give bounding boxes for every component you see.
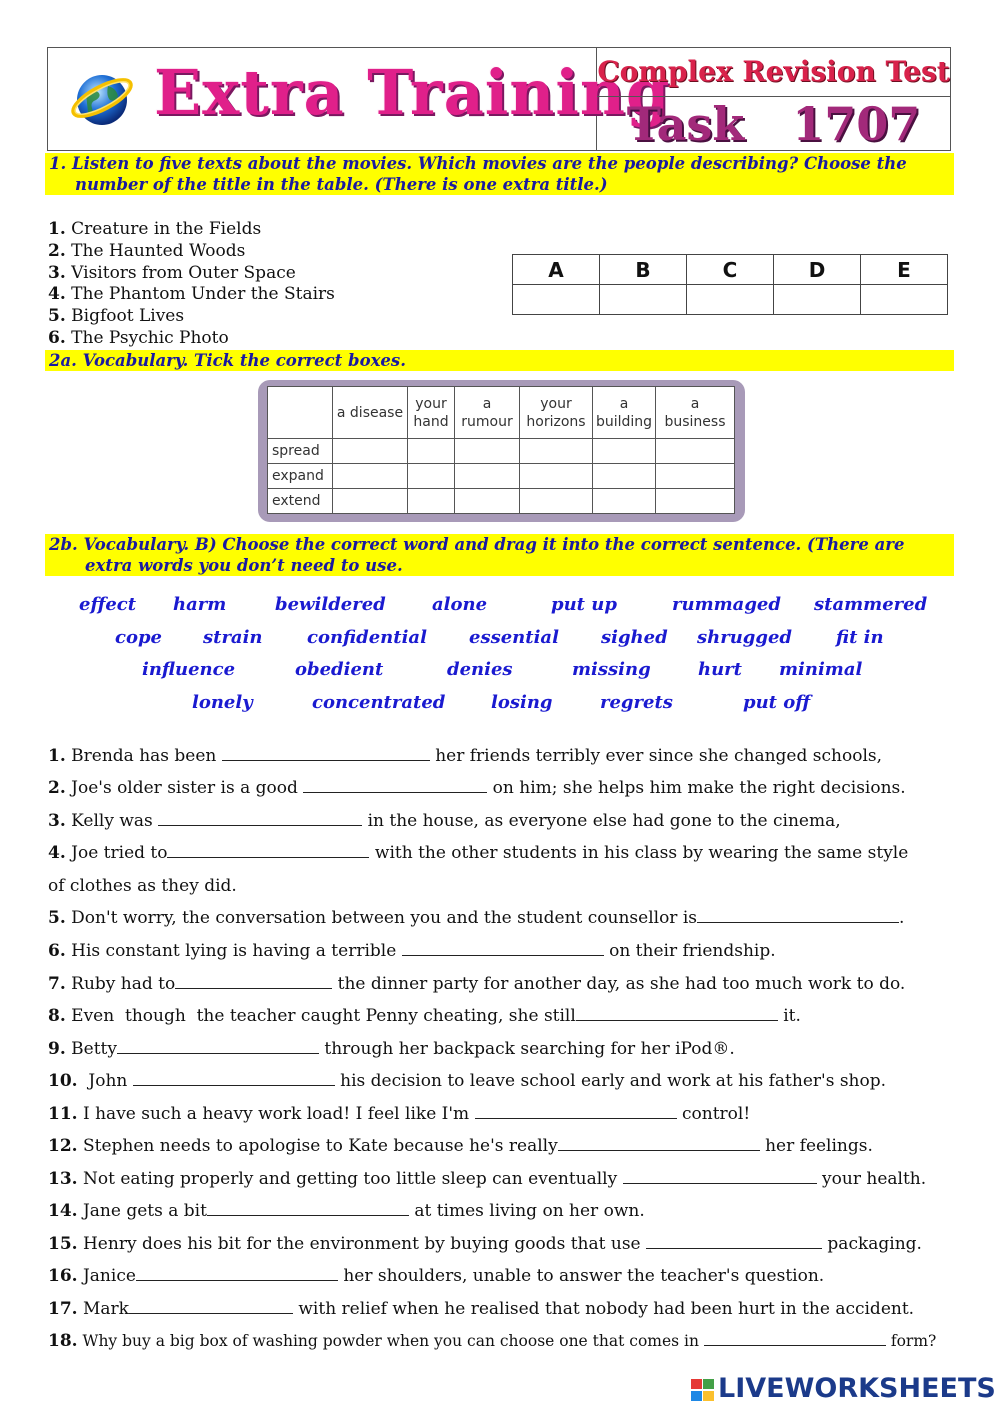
vocab-row-label: spread (268, 439, 333, 464)
word-chip[interactable]: cope (115, 627, 163, 648)
sentence-row: 4. Joe tried to with the other students in his class by wearing the same style (48, 843, 909, 863)
sentence-row: 17. Mark with relief when he realised that nobody had been hurt in the accident. (48, 1299, 915, 1319)
section1-instruction (45, 153, 954, 195)
word-chip[interactable]: minimal (779, 659, 863, 680)
answer-cell-d[interactable] (774, 285, 861, 315)
vocab-col-header: a building (593, 387, 656, 439)
sentence-row: 16. Janice her shoulders, unable to answer the teacher's question. (48, 1266, 825, 1286)
answer-blank[interactable] (697, 908, 899, 923)
tick-box[interactable] (333, 489, 408, 514)
word-chip[interactable]: stammered (814, 594, 928, 615)
word-chip[interactable]: strain (203, 627, 263, 648)
section1-instruction-line1: 1. Listen to five texts about the movies. Which movies are the people describing? Choose the (49, 154, 907, 173)
vocab-col-header: a disease (333, 387, 408, 439)
globe-icon (68, 64, 136, 132)
word-chip[interactable]: fit in (836, 627, 884, 648)
sentence-row: 5. Don't worry, the conversation between you and the student counsellor is . (48, 908, 905, 928)
word-chip[interactable]: confidential (307, 627, 427, 648)
sentence-row: 15. Henry does his bit for the environment by buying goods that use packaging. (48, 1234, 922, 1254)
liveworksheets-logo-icon (690, 1377, 716, 1403)
word-chip[interactable]: lonely (192, 692, 253, 713)
sentence-row: 1. Brenda has been her friends terribly ever since she changed schools, (48, 746, 883, 766)
answer-blank[interactable] (207, 1201, 409, 1216)
sentence-row: 2. Joe's older sister is a good on him; she helps him make the right decisions. (48, 778, 906, 798)
list-item: 3. Visitors from Outer Space (48, 262, 296, 283)
section1-instruction-line2: number of the title in the table. (There is one extra title.) (75, 175, 608, 194)
answer-header-c: C (687, 255, 774, 285)
tick-box[interactable] (408, 489, 455, 514)
worksheet-header (47, 47, 951, 151)
list-item: 5. Bigfoot Lives (48, 306, 185, 327)
liveworksheets-wordmark: LIVEWORKSHEETS (718, 1373, 996, 1404)
answer-blank[interactable] (167, 843, 369, 858)
sentence-row: 13. Not eating properly and getting too little sleep can eventually your health. (48, 1169, 927, 1189)
task-word: Task (626, 97, 745, 151)
word-chip[interactable]: missing (572, 659, 651, 680)
list-item: 4. The Phantom Under the Stairs (48, 284, 335, 305)
list-item: 1. Creature in the Fields (48, 219, 262, 239)
answer-blank[interactable] (133, 1071, 335, 1086)
vocab-col-header: a business (656, 387, 735, 439)
word-chip[interactable]: bewildered (275, 594, 386, 615)
vocab-col-header: your hand (408, 387, 455, 439)
word-chip[interactable]: hurt (698, 659, 742, 680)
tick-box[interactable] (333, 464, 408, 489)
answer-blank[interactable] (222, 746, 430, 761)
word-chip[interactable]: put up (551, 594, 617, 615)
sentence-row: 3. Kelly was in the house, as everyone else had gone to the cinema, (48, 811, 841, 831)
tick-box[interactable] (520, 489, 593, 514)
tick-box[interactable] (656, 489, 735, 514)
answer-blank[interactable] (117, 1039, 319, 1054)
section2b-instruction-line2: extra words you don’t need to use. (85, 556, 403, 575)
word-chip[interactable]: obedient (295, 659, 384, 680)
word-chip[interactable]: concentrated (312, 692, 446, 713)
tick-box[interactable] (333, 439, 408, 464)
answer-blank[interactable] (303, 778, 487, 793)
sentence-row: 6. His constant lying is having a terrible on their friendship. (48, 941, 776, 961)
test-subtitle: Complex Revision Test (597, 48, 950, 97)
tick-box[interactable] (455, 489, 520, 514)
task-label (597, 97, 950, 150)
section2b-instruction (45, 534, 954, 576)
tick-box[interactable] (593, 489, 656, 514)
tick-box[interactable] (593, 439, 656, 464)
answer-blank[interactable] (129, 1299, 293, 1314)
answer-header-e: E (861, 255, 948, 285)
sentence-continuation: of clothes as they did. (48, 876, 237, 896)
word-chip[interactable]: rummaged (672, 594, 781, 615)
tick-box[interactable] (593, 464, 656, 489)
brand-title: Extra Training (154, 56, 671, 129)
answer-cell-e[interactable] (861, 285, 948, 315)
sentence-row: 11. I have such a heavy work load! I feel like I'm control! (48, 1104, 751, 1124)
answer-header-a: A (513, 255, 600, 285)
answer-blank[interactable] (475, 1104, 677, 1119)
sentence-row: 18. Why buy a big box of washing powder when you can choose one that comes in form? (48, 1331, 937, 1351)
list-item: 6. The Psychic Photo (48, 327, 229, 348)
answer-blank[interactable] (646, 1234, 822, 1249)
sentence-row: 9. Betty through her backpack searching for her iPod®. (48, 1039, 735, 1059)
answer-header-b: B (600, 255, 687, 285)
answer-blank[interactable] (576, 1006, 778, 1021)
section2b-instruction-line1: 2b. Vocabulary. B) Choose the correct word and drag it into the correct sentence. (There are (49, 535, 905, 554)
tick-box[interactable] (408, 464, 455, 489)
tick-box[interactable] (656, 464, 735, 489)
sentence-row: 7. Ruby had to the dinner party for another day, as she had too much work to do. (48, 974, 906, 994)
sentence-row: 14. Jane gets a bit at times living on her own. (48, 1201, 645, 1221)
tick-box[interactable] (520, 464, 593, 489)
word-chip[interactable]: put off (743, 692, 811, 713)
word-chip[interactable]: denies (447, 659, 513, 680)
answer-blank[interactable] (158, 811, 362, 826)
answer-blank[interactable] (558, 1136, 760, 1151)
answer-blank[interactable] (136, 1266, 338, 1281)
sentence-row: 12. Stephen needs to apologise to Kate because he's really her feelings. (48, 1136, 873, 1156)
word-chip[interactable]: alone (432, 594, 488, 615)
vocab-col-header: a rumour (455, 387, 520, 439)
vocab-col-header: your horizons (520, 387, 593, 439)
answer-blank[interactable] (175, 974, 332, 989)
task-number: 1707 (792, 97, 921, 151)
vocab-tick-table (267, 386, 735, 514)
vocab-table-frame (258, 380, 745, 522)
word-chip[interactable]: essential (469, 627, 559, 648)
answer-cell-a[interactable] (513, 285, 600, 315)
word-chip[interactable]: influence (142, 659, 236, 680)
movie-title-list (48, 219, 335, 350)
word-chip[interactable]: shrugged (697, 627, 793, 648)
answer-blank[interactable] (704, 1331, 886, 1346)
brand-logo-area (48, 48, 671, 150)
list-item: 2. The Haunted Woods (48, 240, 246, 261)
vocab-row-label: extend (268, 489, 333, 514)
tick-box[interactable] (408, 439, 455, 464)
word-chip[interactable]: effect (79, 594, 137, 615)
answer-blank[interactable] (402, 941, 604, 956)
word-chip[interactable]: losing (491, 692, 553, 713)
word-chip[interactable]: sighed (601, 627, 668, 648)
sentence-row: 10. John his decision to leave school early and work at his father's shop. (48, 1071, 887, 1091)
word-chip[interactable]: harm (173, 594, 227, 615)
word-chip[interactable]: regrets (600, 692, 673, 713)
answer-header-d: D (774, 255, 861, 285)
tick-box[interactable] (455, 439, 520, 464)
tick-box[interactable] (656, 439, 735, 464)
answer-cell-c[interactable] (687, 285, 774, 315)
answer-blank[interactable] (623, 1169, 817, 1184)
tick-box[interactable] (455, 464, 520, 489)
answer-cell-b[interactable] (600, 285, 687, 315)
vocab-row-label: expand (268, 464, 333, 489)
answer-table (512, 254, 948, 315)
tick-box[interactable] (520, 439, 593, 464)
sentence-row: 8. Even though the teacher caught Penny cheating, she still it. (48, 1006, 801, 1026)
vocab-corner-cell (268, 387, 333, 439)
section2a-instruction: 2a. Vocabulary. Tick the correct boxes. (45, 350, 954, 371)
